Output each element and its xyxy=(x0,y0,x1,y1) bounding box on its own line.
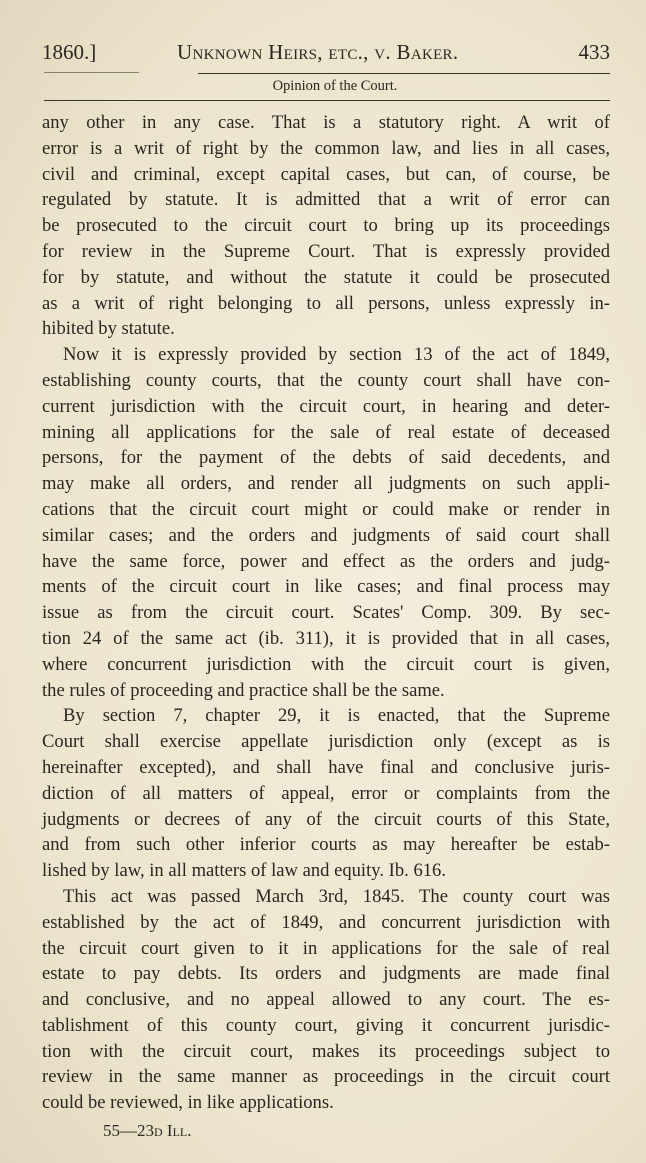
text-line: for by statute, and without the statute it could be prosecuted xyxy=(42,266,610,288)
text-line: tablishment of this county court, giving it concurrent jurisdic- xyxy=(42,1014,610,1036)
text-line: persons, for the payment of the debts of said decedents, and xyxy=(42,447,610,469)
paragraph xyxy=(42,342,610,703)
text-line: cations that the circuit court might or could make or render in xyxy=(42,498,610,520)
header-case-title: Unknown Heirs, etc., v. Baker. xyxy=(177,40,459,64)
text-line: mining all applications for the sale of real estate of deceased xyxy=(42,421,610,443)
text-line: established by the act of 1849, and concurrent jurisdiction with xyxy=(42,911,610,933)
text-line: regulated by statute. It is admitted that a writ of error can xyxy=(42,189,610,211)
text-line: This act was passed March 3rd, 1845. The county court was xyxy=(63,885,610,907)
text-line: be prosecuted to the circuit court to bring up its proceedings xyxy=(42,215,610,237)
text-line: the rules of proceeding and practice shall be the same. xyxy=(42,679,445,701)
subheader-rule xyxy=(44,100,610,101)
text-line: tion with the circuit court, makes its proceedings subject to xyxy=(42,1040,610,1062)
text-line: estate to pay debts. Its orders and judgments are made final xyxy=(42,963,610,985)
text-line: any other in any case. That is a statutory right. A writ of xyxy=(42,112,610,133)
text-line: similar cases; and the orders and judgments of said court shall xyxy=(42,524,610,546)
paragraph xyxy=(42,884,610,1116)
text-line: as a writ of right belonging to all persons, unless expressly in- xyxy=(42,292,610,314)
signature-number: 55—23 xyxy=(103,1121,154,1140)
signature-volume: d Ill. xyxy=(154,1121,192,1140)
text-line: judgments or decrees of any of the circuit courts of this State, xyxy=(42,808,610,830)
paragraph xyxy=(42,703,610,884)
text-line: issue as from the circuit court. Scates' Comp. 309. By sec- xyxy=(42,602,610,624)
text-line: tion 24 of the same act (ib. 311), it is provided that in all cases, xyxy=(42,627,610,649)
text-line: hereinafter excepted), and shall have final and conclusive juris- xyxy=(42,756,610,778)
text-line: establishing county courts, that the county court shall have con- xyxy=(42,369,610,391)
text-line: for review in the Supreme Court. That is expressly provided xyxy=(42,240,610,262)
text-line: Court shall exercise appellate jurisdiction only (except as is xyxy=(42,731,610,753)
text-line: could be reviewed, in like applications. xyxy=(42,1092,334,1114)
text-line: may make all orders, and render all judgments on such appli- xyxy=(42,473,610,495)
section-subheader: Opinion of the Court. xyxy=(272,78,398,94)
text-line: where concurrent jurisdiction with the circuit court is given, xyxy=(42,653,610,675)
header-rule xyxy=(198,73,610,74)
header-year: 1860.] xyxy=(42,40,97,64)
text-line: and from such other inferior courts as may hereafter be estab- xyxy=(42,834,610,856)
text-line: civil and criminal, except capital cases, but can, of course, be xyxy=(42,163,610,185)
text-line: ments of the circuit court in like cases; and final process may xyxy=(42,576,610,598)
running-header xyxy=(42,40,610,70)
text-line: review in the same manner as proceedings in the circuit court xyxy=(42,1066,610,1088)
text-line: error is a writ of right by the common law, and lies in all cases, xyxy=(42,137,610,159)
header-rule-left xyxy=(44,72,139,73)
text-line: current jurisdiction with the circuit court, in hearing and deter- xyxy=(42,395,610,417)
text-line: diction of all matters of appeal, error or complaints from the xyxy=(42,782,610,804)
body-text xyxy=(42,110,610,1116)
text-line: hibited by statute. xyxy=(42,318,175,340)
text-line: and conclusive, and no appeal allowed to any court. The es- xyxy=(42,989,610,1011)
paragraph xyxy=(42,110,610,342)
text-line: the circuit court given to it in applications for the sale of real xyxy=(42,937,610,959)
page-number: 433 xyxy=(578,40,610,64)
signature-mark xyxy=(103,1121,192,1141)
text-line: lished by law, in all matters of law and equity. Ib. 616. xyxy=(42,860,446,882)
text-line: By section 7, chapter 29, it is enacted, that the Supreme xyxy=(63,705,610,727)
text-line: have the same force, power and effect as the orders and judg- xyxy=(42,550,610,572)
text-line: Now it is expressly provided by section 13 of the act of 1849, xyxy=(63,344,610,366)
